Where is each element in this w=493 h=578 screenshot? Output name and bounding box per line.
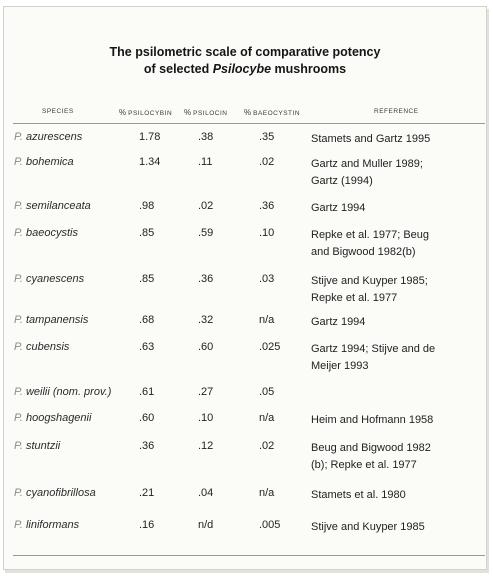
psilocybin-value: .60: [139, 412, 155, 424]
reference-line1: Beug and Bigwood 1982: [311, 442, 431, 454]
header-reference: REFERENCE: [374, 108, 419, 115]
reference-line1: Gartz 1994: [311, 202, 366, 214]
species-name: [14, 386, 111, 398]
genus-abbrev: P.: [14, 386, 23, 398]
species-epithet: cubensis: [25, 341, 70, 353]
header-baeocystin-label: BAEOCYSTIN: [253, 110, 301, 117]
species-epithet: azurescens: [25, 131, 83, 143]
reference-cell: [311, 131, 430, 148]
baeocystin-value: n/a: [259, 487, 275, 499]
header-psilocin-label: PSILOCIN: [193, 110, 228, 117]
reference-cell: [311, 200, 365, 217]
psilocin-value: .36: [198, 273, 214, 285]
reference-cell: [311, 519, 425, 536]
baeocystin-value: n/a: [259, 314, 275, 326]
reference-cell: [311, 227, 429, 261]
genus-abbrev: P.: [14, 487, 23, 499]
psilocybin-value: .16: [139, 519, 155, 531]
reference-line2: and Bigwood 1982(b): [311, 246, 416, 258]
species-epithet: bohemica: [25, 156, 74, 168]
pct-symbol: %: [244, 108, 252, 117]
psilocin-value: .60: [198, 341, 214, 353]
genus-abbrev: P.: [14, 519, 23, 531]
reference-line1: Heim and Hofmann 1958: [311, 414, 434, 426]
pct-symbol: %: [184, 108, 192, 117]
species-name: [14, 273, 84, 285]
species-name: [14, 156, 74, 168]
species-epithet: stuntzii: [25, 440, 61, 452]
genus-abbrev: P.: [14, 156, 23, 168]
genus-abbrev: P.: [14, 273, 23, 285]
bottom-rule: [13, 555, 485, 556]
header-species: SPECIES: [42, 108, 74, 115]
header-psilocin: [184, 108, 227, 117]
genus-abbrev: P.: [14, 314, 23, 326]
psilocybin-value: .21: [139, 487, 155, 499]
psilocin-value: .04: [198, 487, 214, 499]
reference-cell: [311, 156, 423, 190]
pct-symbol: %: [119, 108, 127, 117]
species-name: [14, 487, 96, 499]
genus-abbrev: P.: [14, 341, 23, 353]
species-name: [14, 314, 88, 326]
species-name: [14, 227, 78, 239]
reference-line2: Repke et al. 1977: [311, 292, 398, 304]
reference-line1: Stamets et al. 1980: [311, 489, 406, 501]
species-name: [14, 519, 79, 531]
species-epithet: cyanofibrillosa: [25, 487, 96, 499]
reference-line1: Gartz 1994; Stijve and de: [311, 343, 436, 355]
psilocin-value: .10: [198, 412, 214, 424]
species-epithet: liniformans: [25, 519, 80, 531]
species-epithet: weilii (nom. prov.): [25, 386, 112, 398]
table-title-line1: The psilometric scale of comparative potency: [109, 45, 381, 59]
species-name: [14, 341, 69, 353]
reference-cell: [311, 412, 433, 429]
species-name: [14, 131, 82, 143]
psilocybin-value: .85: [139, 273, 155, 285]
psilocin-value: .27: [198, 386, 214, 398]
psilocybin-value: .36: [139, 440, 155, 452]
reference-line1: Stamets and Gartz 1995: [311, 133, 431, 145]
reference-line2: Meijer 1993: [311, 360, 369, 372]
species-epithet: cyanescens: [25, 273, 85, 285]
baeocystin-value: n/a: [259, 412, 275, 424]
species-epithet: tampanensis: [25, 314, 89, 326]
baeocystin-value: .02: [259, 440, 275, 452]
psilocin-value: n/d: [198, 519, 214, 531]
reference-line1: Stijve and Kuyper 1985: [311, 521, 425, 533]
baeocystin-value: .36: [259, 200, 275, 212]
header-psilocybin-label: PSILOCYBIN: [128, 110, 173, 117]
psilocin-value: .38: [198, 131, 214, 143]
header-baeocystin: [244, 108, 300, 117]
reference-cell: [311, 314, 365, 331]
psilocin-value: .59: [198, 227, 214, 239]
table-title-line2: [4, 61, 486, 78]
genus-abbrev: P.: [14, 440, 23, 452]
baeocystin-value: .05: [259, 386, 275, 398]
reference-cell: [311, 273, 428, 307]
genus-abbrev: P.: [14, 131, 23, 143]
psilocin-value: .12: [198, 440, 214, 452]
psilocybin-value: .98: [139, 200, 155, 212]
psilocybin-value: .68: [139, 314, 155, 326]
baeocystin-value: .03: [259, 273, 275, 285]
reference-cell: [311, 487, 406, 504]
psilocin-value: .11: [198, 156, 213, 168]
species-epithet: semilanceata: [25, 200, 91, 212]
reference-line2: (b); Repke et al. 1977: [311, 459, 417, 471]
reference-line1: Gartz and Muller 1989;: [311, 158, 423, 170]
psilocybin-value: 1.34: [139, 156, 161, 168]
reference-cell: [311, 440, 431, 474]
baeocystin-value: .35: [259, 131, 275, 143]
species-name: [14, 412, 91, 424]
reference-cell: [311, 341, 435, 375]
header-rule: [13, 123, 485, 124]
baeocystin-value: .005: [259, 519, 281, 531]
species-name: [14, 200, 91, 212]
psilocin-value: .32: [198, 314, 214, 326]
header-psilocybin: [119, 108, 172, 117]
psilocybin-value: .63: [139, 341, 155, 353]
baeocystin-value: .10: [259, 227, 275, 239]
baeocystin-value: .025: [259, 341, 281, 353]
genus-abbrev: P.: [14, 227, 23, 239]
reference-line1: Repke et al. 1977; Beug: [311, 229, 430, 241]
title-prefix: of selected: [143, 62, 213, 76]
genus-abbrev: P.: [14, 200, 23, 212]
title-genus: Psilocybe: [212, 62, 272, 76]
psilocin-value: .02: [198, 200, 214, 212]
species-epithet: hoogshagenii: [25, 412, 92, 424]
baeocystin-value: .02: [259, 156, 275, 168]
reference-line2: Gartz (1994): [311, 175, 373, 187]
species-name: [14, 440, 60, 452]
reference-line1: Gartz 1994: [311, 316, 366, 328]
psilocybin-value: 1.78: [139, 131, 161, 143]
species-epithet: baeocystis: [25, 227, 78, 239]
psilocybin-value: .61: [139, 386, 155, 398]
reference-line1: Stijve and Kuyper 1985;: [311, 275, 428, 287]
genus-abbrev: P.: [14, 412, 23, 424]
psilocybin-value: .85: [139, 227, 155, 239]
table-frame: [3, 6, 487, 570]
title-suffix: mushrooms: [271, 62, 347, 76]
